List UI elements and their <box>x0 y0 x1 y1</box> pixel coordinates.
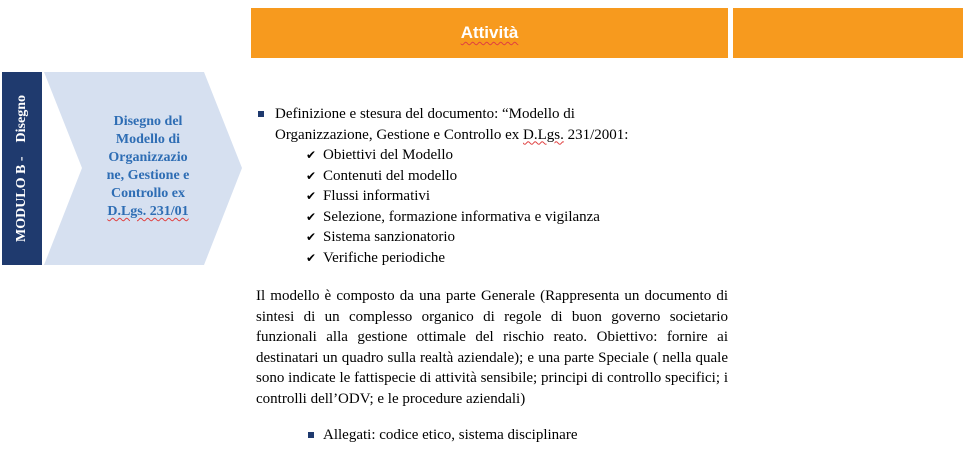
checkmark-icon: ✔ <box>306 148 317 162</box>
header-side-bar <box>733 8 963 58</box>
checkmark-icon: ✔ <box>306 250 317 265</box>
description-paragraph: Il modello è composto da una parte Generale (Rappresenta un documento di sintesi di un complesso organico di regole di buon governo societario funzionali alla gestione ottimale del rischio reato. Obiettivo: fornire ai destinatari un quadro sulla realtà aziendale); e una parte Speciale ( nella quale sono indicate le fattispecie di attività sensibile; principi di controllo specifici; i controlli dell’ODV; e le procedure aziendali) <box>256 288 728 407</box>
checkmark-icon: ✔ <box>306 189 317 203</box>
module-label: MODULO B - <box>14 156 29 243</box>
checkmark-icon: ✔ <box>306 230 317 244</box>
checklist-item: ✔ Contenuti del modello <box>306 166 728 187</box>
checklist-item: ✔ Obiettivi del Modello <box>306 145 728 166</box>
attachments-text: Allegati: codice etico, sistema disciplinare <box>323 427 578 443</box>
chevron-line: ne, Gestione e <box>106 168 190 183</box>
checklist <box>256 145 728 268</box>
module-bar <box>2 72 42 265</box>
intro-line: Organizzazione, Gestione e Controllo ex D.Lgs. 231/2001: <box>275 126 629 143</box>
intro-line: Definizione e stesura del documento: “Modello di <box>275 106 575 122</box>
chevron-line: Disegno del <box>113 114 183 129</box>
header-bar <box>251 8 728 58</box>
module-sublabel: Disegno <box>14 95 29 143</box>
checkmark-icon: ✔ <box>306 168 317 183</box>
intro-bullet <box>256 104 728 145</box>
square-bullet-icon <box>308 432 314 438</box>
law-reference: D.Lgs. <box>522 126 564 143</box>
checkmark-icon: ✔ <box>306 209 317 224</box>
checklist-item: ✔ Flussi informativi <box>306 186 728 207</box>
chevron-line-reference: D.Lgs. 231/01 <box>107 204 189 219</box>
chevron-label <box>90 113 206 221</box>
square-bullet-icon <box>258 111 264 117</box>
content-area <box>256 104 728 446</box>
chevron-line: Modello di <box>115 132 181 147</box>
checklist-item: ✔ Verifiche periodiche <box>306 248 728 269</box>
checklist-item: ✔ Selezione, formazione informativa e vigilanza <box>306 207 728 228</box>
checklist-item: ✔ Sistema sanzionatorio <box>306 227 728 248</box>
attachments-bullet <box>256 425 728 446</box>
chevron-line: Controllo ex <box>110 186 185 201</box>
chevron-line: Organizzazio <box>108 150 188 165</box>
header-title: Attività <box>460 23 519 42</box>
